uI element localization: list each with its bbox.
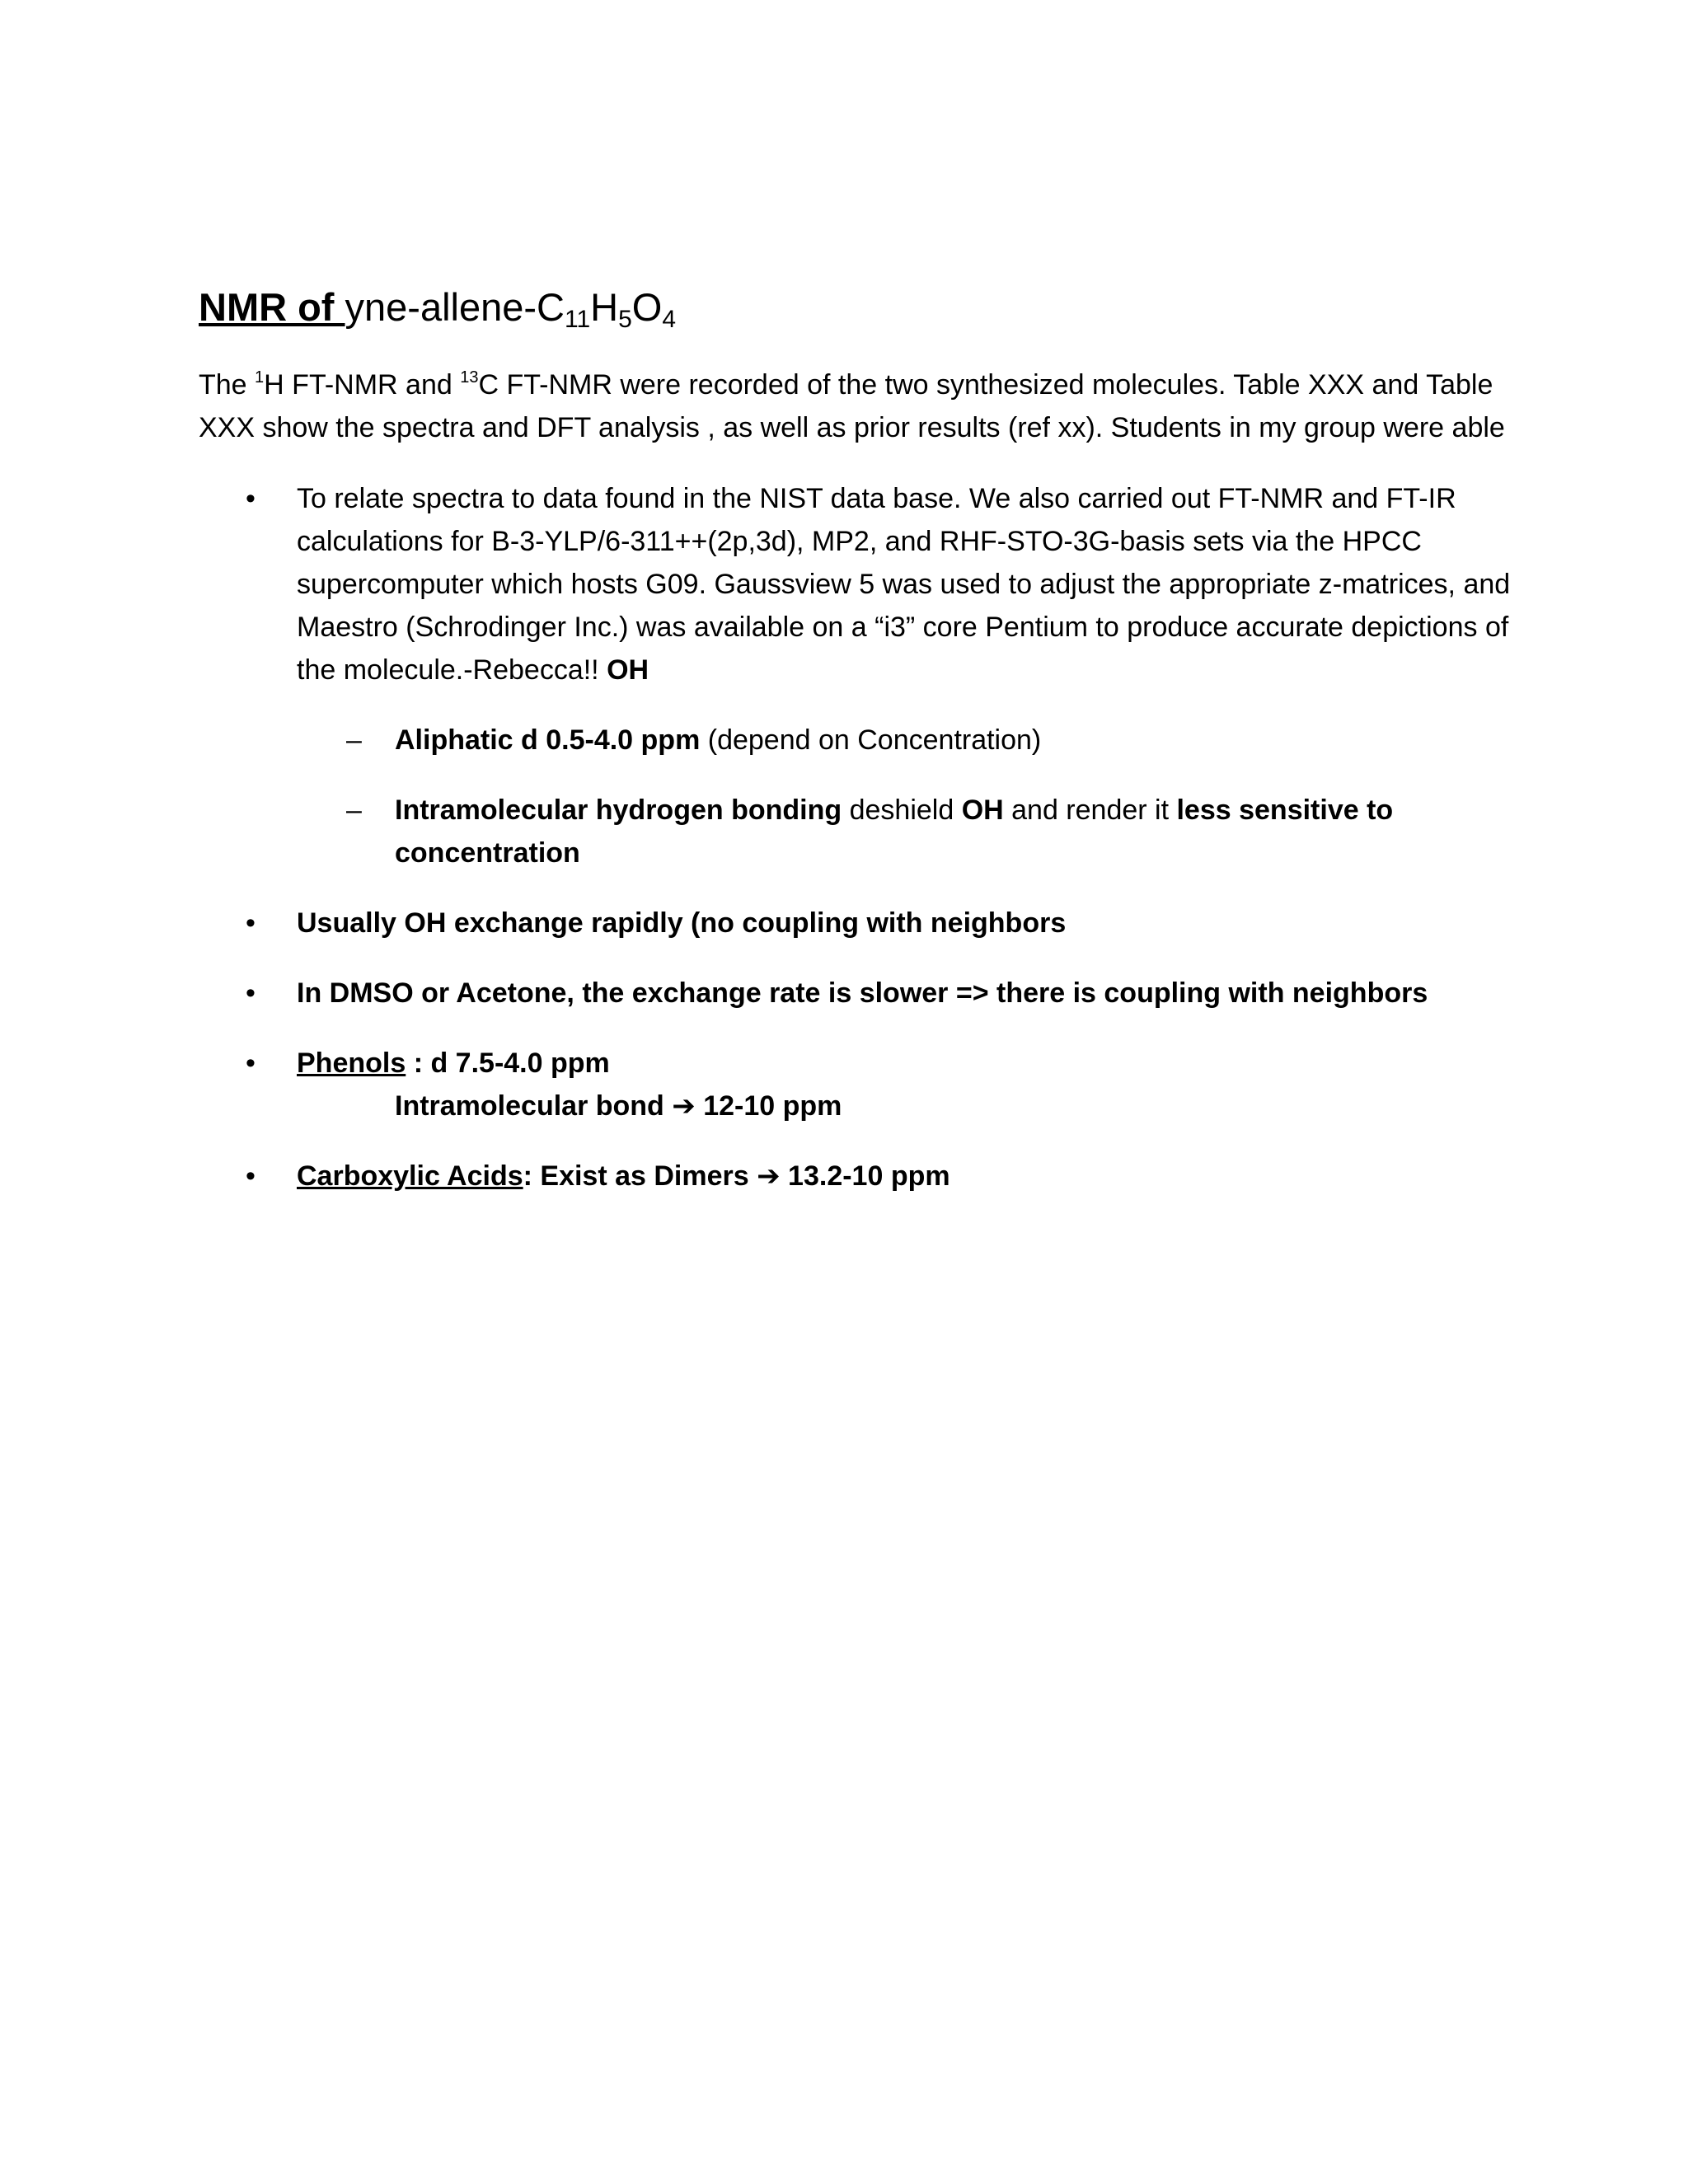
- sub-list-item-aliphatic: [297, 719, 1534, 762]
- arrow-right-icon: ➔: [757, 1160, 781, 1193]
- phenols-line2-text: Intramolecular bond: [395, 1090, 673, 1122]
- list-item-bold-tail: OH: [607, 654, 649, 687]
- dash-marker: –: [346, 794, 362, 827]
- arrow-right-icon: ➔: [672, 1090, 696, 1122]
- bullet-list: [199, 477, 1534, 1197]
- sub-item-text: (depend on Concentration): [700, 724, 1042, 757]
- intro-text-2: H FT-NMR and: [264, 369, 461, 401]
- bullet-marker: •: [246, 1160, 256, 1193]
- phenols-line2-value: 12-10 ppm: [695, 1090, 842, 1122]
- intro-superscript-13: 13: [460, 368, 479, 387]
- bullet-marker: •: [246, 483, 256, 515]
- intro-superscript-1: 1: [255, 368, 265, 387]
- list-item-text: Usually OH exchange rapidly (no coupling with neighbors: [297, 907, 1067, 940]
- list-item-underlined: Carboxylic Acids: [297, 1160, 523, 1193]
- page-title: [199, 284, 1534, 333]
- sub-item-bold-2: OH: [961, 794, 1004, 827]
- list-item-text: : d 7.5-4.0 ppm: [406, 1047, 610, 1080]
- dash-marker: –: [346, 724, 362, 757]
- title-subscript-h: 5: [618, 306, 632, 333]
- intro-paragraph: [199, 363, 1534, 449]
- title-subscript-o: 4: [662, 306, 677, 333]
- bullet-marker: •: [246, 977, 256, 1010]
- title-subscript-c: 11: [564, 306, 591, 333]
- title-bold-part: NMR of: [199, 285, 345, 329]
- phenols-second-line: [297, 1085, 1534, 1127]
- sub-item-bold-1: Intramolecular hydrogen bonding: [395, 794, 842, 827]
- list-item-text: To relate spectra to data found in the NIST data base. We also carried out FT-NMR and FT-IR calculations for B-3-YLP/6-311++(2p,3d), MP2, and RHF-STO-3G-basis sets via the HPCC supercomputer which hosts G09. Gaussview 5 was used to adjust the appropriate z-matrices, and Maestro (Schrodinger Inc.) was available on a “i3” core Pentium to produce accurate depictions of the molecule.-Rebecca!!: [297, 483, 1511, 687]
- list-item-text: In DMSO or Acetone, the exchange rate is slower => there is coupling with neighbors: [297, 977, 1428, 1010]
- intro-text-1: The: [199, 369, 256, 401]
- list-item-text: : Exist as Dimers: [523, 1160, 757, 1193]
- sub-item-text-1: deshield: [842, 794, 962, 827]
- bullet-marker: •: [246, 1047, 256, 1080]
- list-item-dmso: [199, 972, 1534, 1015]
- sub-bullet-list: [297, 719, 1534, 874]
- list-item-underlined: Phenols: [297, 1047, 406, 1080]
- title-compound-name: yne-allene-C: [345, 285, 565, 329]
- sub-item-bold: Aliphatic d 0.5-4.0 ppm: [395, 724, 701, 757]
- title-element-h: H: [590, 285, 619, 329]
- sub-item-text-2: and render it: [1003, 794, 1177, 827]
- list-item-nist: [199, 477, 1534, 874]
- list-item-phenols: [199, 1042, 1534, 1127]
- list-item-oh-exchange: [199, 902, 1534, 944]
- bullet-marker: •: [246, 907, 256, 940]
- sub-list-item-hydrogen-bonding: [297, 789, 1534, 874]
- list-item-value: 13.2-10 ppm: [780, 1160, 950, 1193]
- intro-text-3: C FT-NMR were recorded of the two synthesized molecules. Table XXX and Table XXX show the spectra and DFT analysis , as well as prior results (ref xx). Students in my group were able: [199, 369, 1505, 444]
- sub-item-bold-3: less sensitive to concentration: [395, 794, 1394, 869]
- document-content: [199, 284, 1534, 1225]
- title-element-o: O: [631, 285, 663, 329]
- list-item-carboxylic-acids: [199, 1155, 1534, 1197]
